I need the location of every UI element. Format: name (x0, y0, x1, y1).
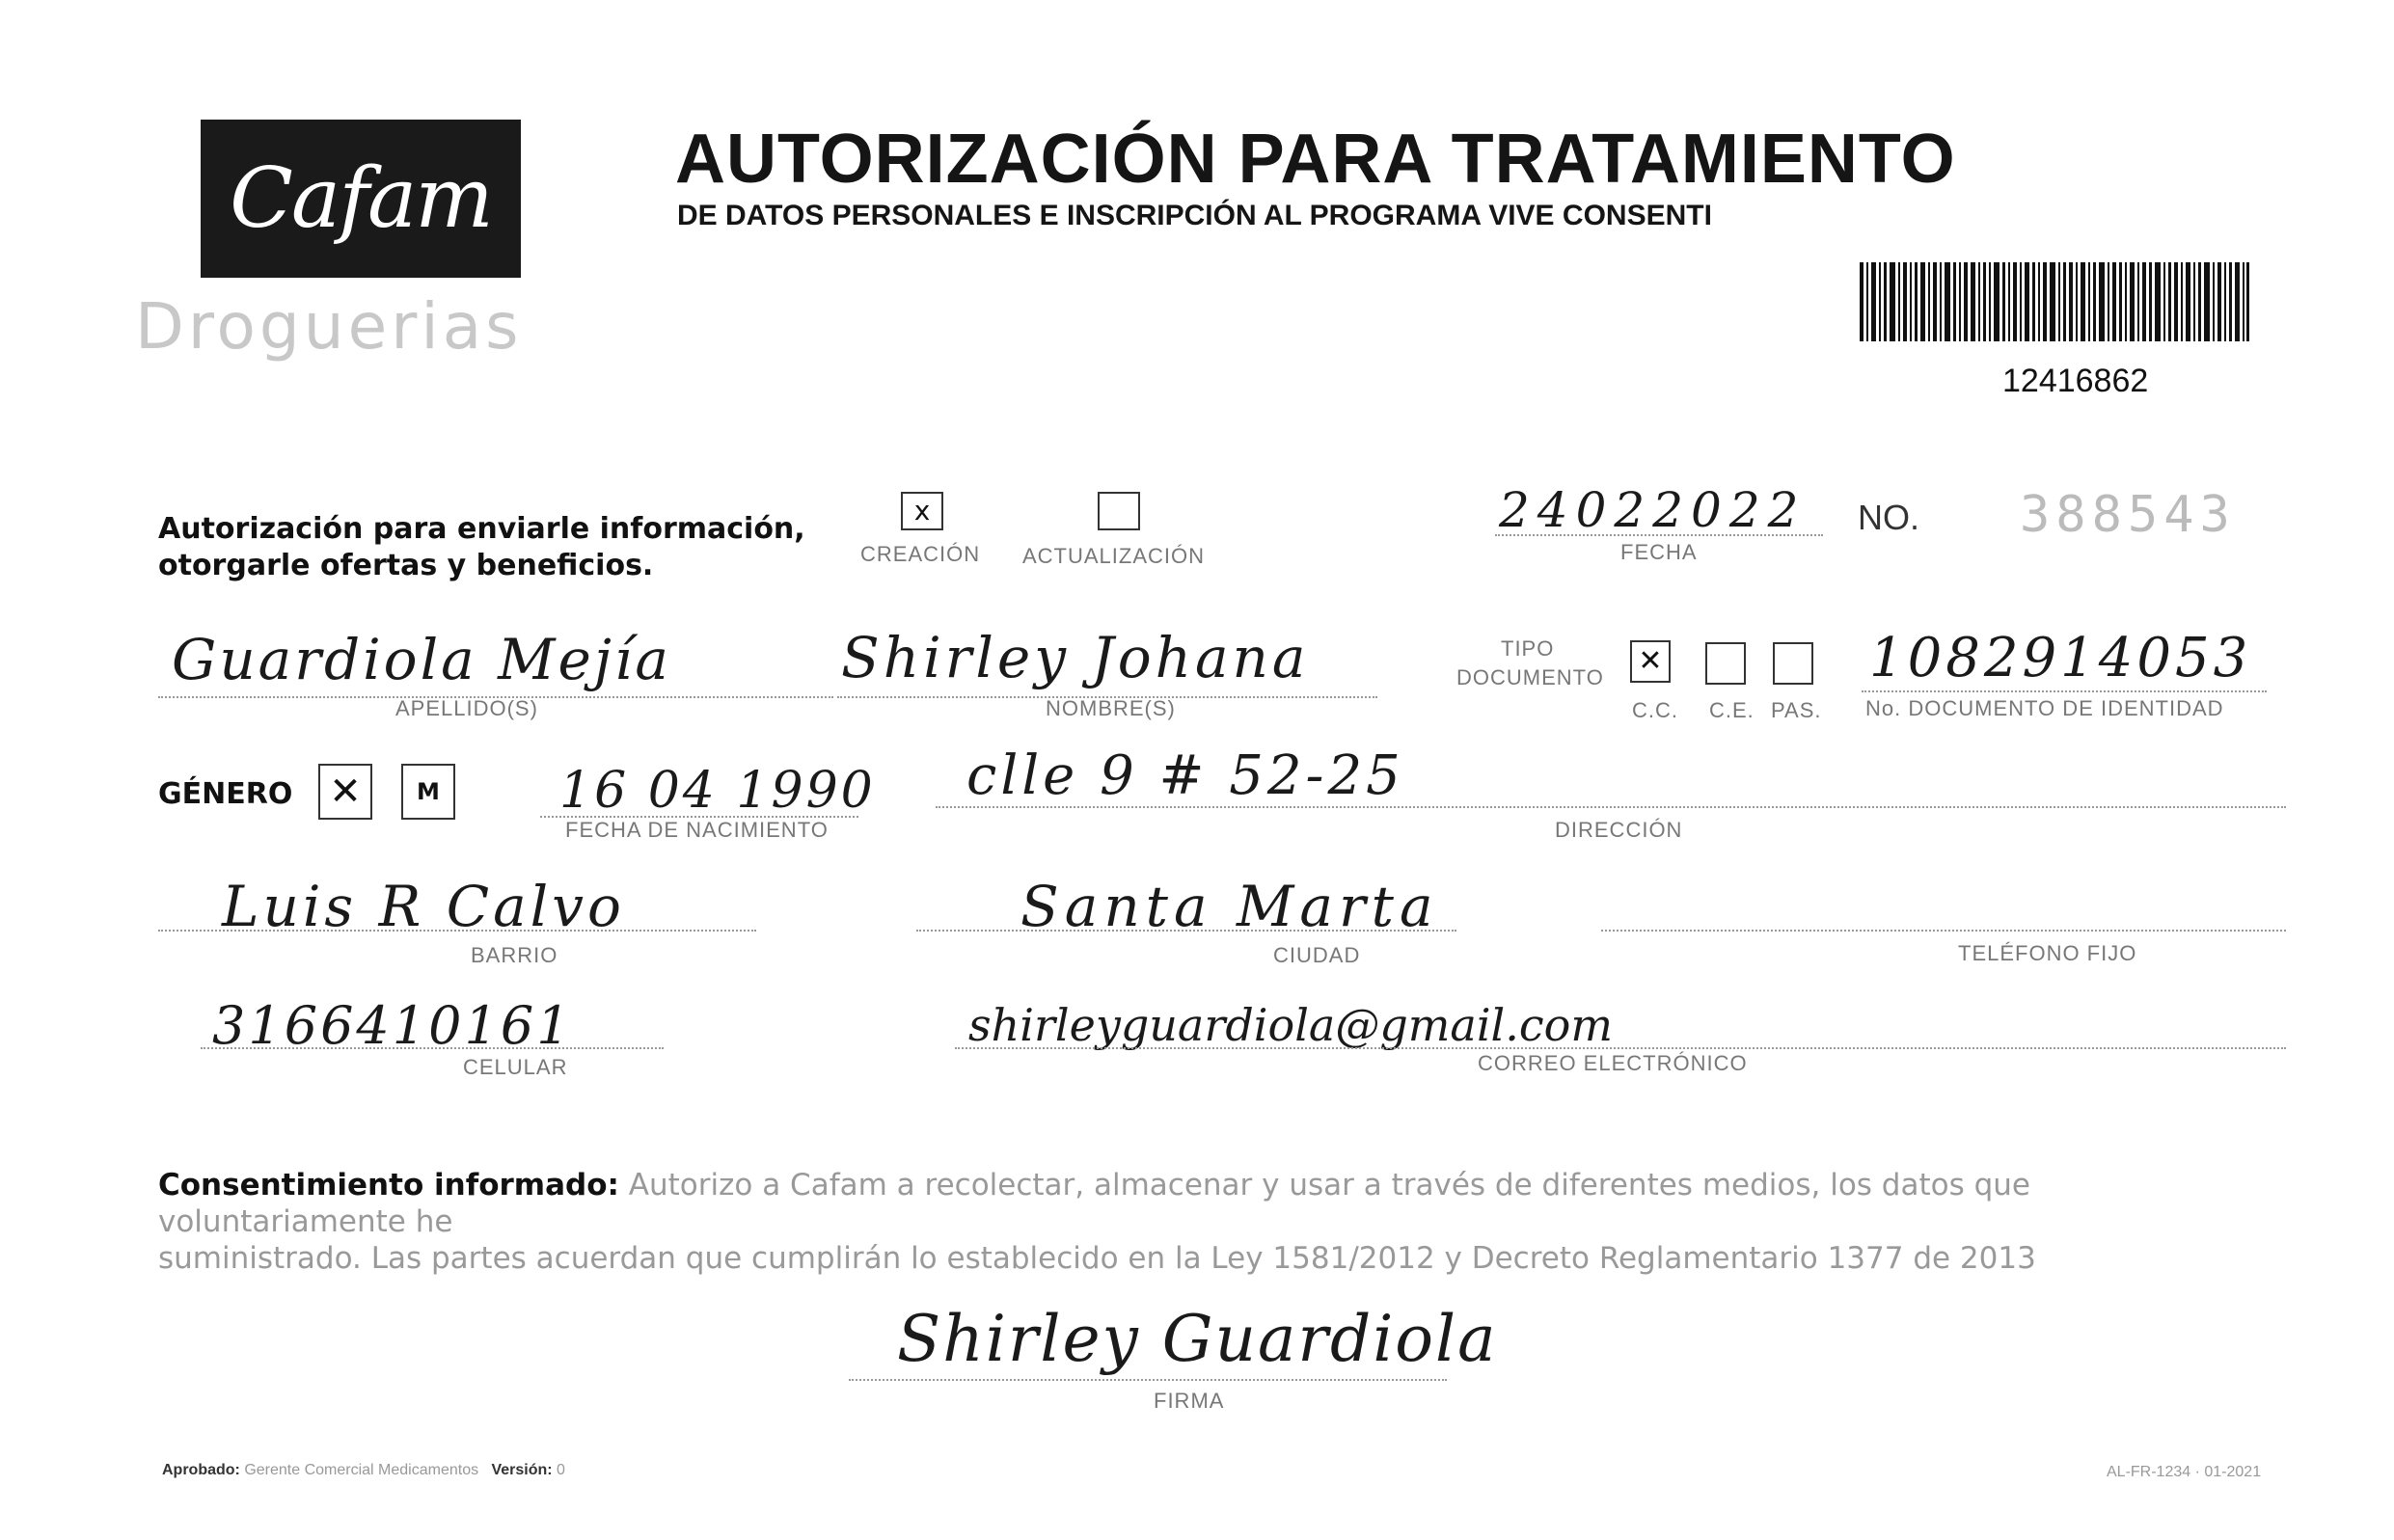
tipo-label: TIPO (1501, 636, 1555, 661)
consent-text-line2: suministrado. Las partes acuerdan que cumplirán lo establecido en la Ley 1581/2012 y Decreto Reglamentario 1377 de 2013 (158, 1241, 2036, 1276)
droguerias-brand: Droguerias (135, 289, 523, 364)
ce-label: C.E. (1709, 698, 1755, 722)
firma-signature[interactable]: Shirley Guardiola (897, 1302, 1498, 1376)
form-subtitle: DE DATOS PERSONALES E INSCRIPCIÓN AL PROGRAMA VIVE CONSENTI (677, 200, 1712, 231)
apellidos-label: APELLIDO(S) (395, 696, 538, 720)
ce-checkbox[interactable] (1705, 642, 1746, 685)
genero-f-checkbox[interactable]: ✕ (318, 764, 372, 820)
cc-checkbox[interactable]: ✕ (1630, 640, 1671, 683)
footer-approval (162, 1462, 565, 1479)
genero-m-checkbox[interactable]: M (401, 764, 455, 820)
correo-label: CORREO ELECTRÓNICO (1478, 1051, 1748, 1075)
barcode (1860, 262, 2249, 341)
consent-text (158, 1167, 2280, 1277)
barrio-label: BARRIO (471, 943, 558, 967)
apellidos-value[interactable]: Guardiola Mejía (172, 627, 671, 692)
barcode-number: 12416862 (2002, 363, 2149, 399)
consent-text-line1: Autorizo a Cafam a recolectar, almacenar y usar a través de diferentes medios, los datos que voluntariamente he (158, 1168, 2030, 1239)
authorization-intro-line1: Autorización para enviarle información, (158, 512, 805, 546)
direccion-value[interactable]: clle 9 # 52-25 (966, 744, 1404, 807)
documento-value[interactable]: 1082914053 (1869, 627, 2252, 689)
celular-value[interactable]: 3166410161 (212, 995, 573, 1056)
celular-label: CELULAR (463, 1055, 568, 1079)
documento-label: No. DOCUMENTO DE IDENTIDAD (1865, 696, 2224, 720)
nombres-label: NOMBRE(S) (1046, 696, 1176, 720)
creacion-checkbox[interactable]: x (901, 492, 943, 530)
direccion-line (936, 806, 2286, 808)
authorization-intro-line2: otorgarle ofertas y beneficios. (158, 549, 654, 582)
correo-value[interactable]: shirleyguardiola@gmail.com (968, 999, 1613, 1051)
telefono-line (1601, 930, 2286, 932)
fecha-label: FECHA (1620, 540, 1698, 564)
footer-code: AL-FR-1234 · 01-2021 (2107, 1464, 2262, 1480)
authorization-intro (158, 511, 805, 584)
telefono-fijo-label: TELÉFONO FIJO (1958, 941, 2137, 965)
correo-line (955, 1047, 2286, 1049)
actualizacion-checkbox[interactable] (1098, 492, 1140, 530)
ciudad-value[interactable]: Santa Marta (1020, 874, 1439, 939)
aprobado-label: Aprobado: (162, 1462, 240, 1478)
documento-tipo-label: DOCUMENTO (1456, 665, 1604, 689)
cc-label: C.C. (1632, 698, 1678, 722)
aprobado-value: Gerente Comercial Medicamentos (244, 1462, 479, 1478)
ciudad-line (916, 930, 1456, 932)
fecha-value[interactable]: 24022022 (1499, 482, 1807, 538)
direccion-label: DIRECCIÓN (1555, 818, 1683, 842)
firma-line (849, 1379, 1447, 1381)
celular-line (201, 1047, 664, 1049)
barrio-line (158, 930, 756, 932)
nacimiento-value[interactable]: 16 04 1990 (559, 762, 876, 820)
form-title: AUTORIZACIÓN PARA TRATAMIENTO (675, 121, 1956, 198)
documento-line (1862, 690, 2267, 692)
firma-label: FIRMA (1154, 1389, 1225, 1413)
fecha-line (1495, 534, 1823, 536)
version-value: 0 (557, 1462, 565, 1478)
consent-heading: Consentimiento informado: (158, 1168, 619, 1202)
version-label: Versión: (491, 1462, 553, 1478)
genero-label: GÉNERO (158, 777, 293, 811)
creacion-label: CREACIÓN (860, 542, 981, 566)
numero-label: NO. (1858, 498, 1920, 537)
numero-value: 388543 (2020, 486, 2236, 544)
nombres-value[interactable]: Shirley Johana (841, 625, 1310, 690)
nacimiento-label: FECHA DE NACIMIENTO (565, 818, 829, 842)
pas-checkbox[interactable] (1773, 642, 1813, 685)
cafam-logo: Cafam (230, 150, 492, 247)
actualizacion-label: ACTUALIZACIÓN (1022, 544, 1206, 568)
barrio-value[interactable]: Luis R Calvo (222, 874, 625, 939)
ciudad-label: CIUDAD (1273, 943, 1361, 967)
pas-label: PAS. (1771, 698, 1822, 722)
